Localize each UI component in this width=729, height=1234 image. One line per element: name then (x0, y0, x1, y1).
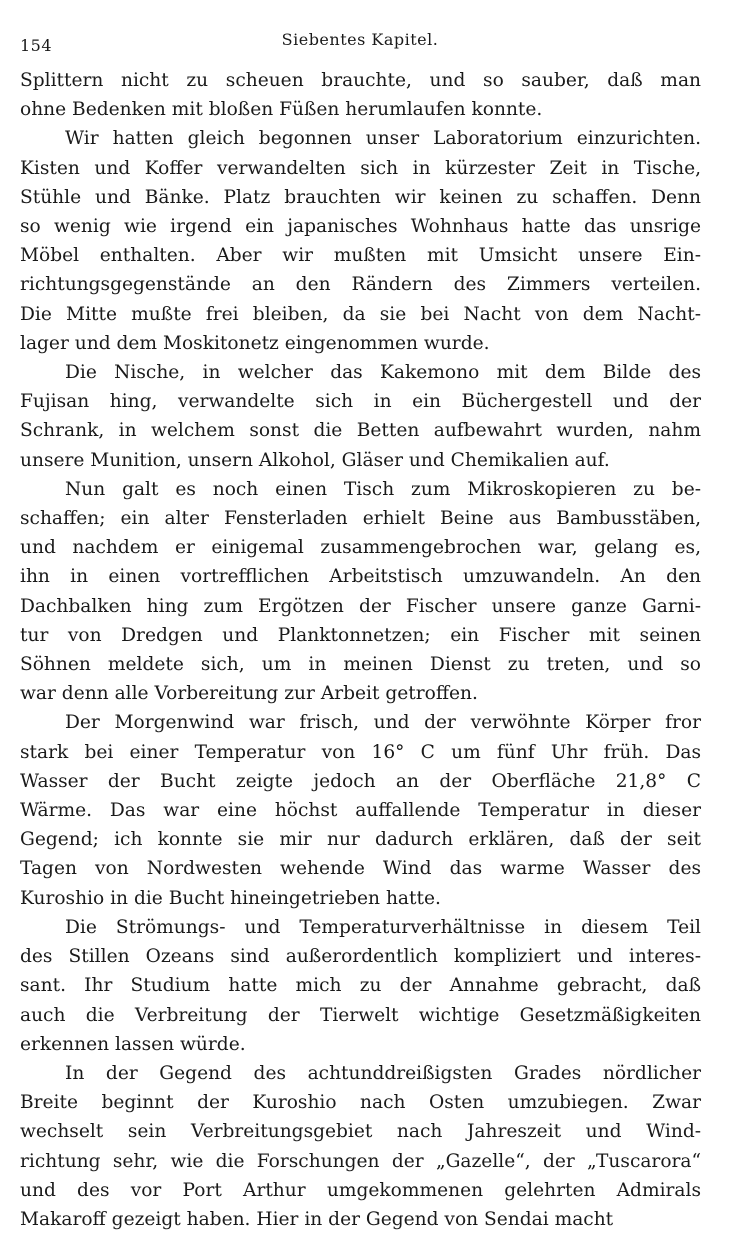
text-line: Möbel enthalten. Aber wir mußten mit Umsicht unsere Ein- (20, 245, 701, 267)
page-number: 154 (20, 36, 53, 55)
paragraph (20, 1059, 701, 1234)
text-line: Splittern nicht zu scheuen brauchte, und so sauber, daß man (20, 70, 701, 91)
paragraph (20, 358, 701, 475)
running-head: Siebentes Kapitel. (281, 30, 439, 49)
text-line: Der Morgenwind war frisch, und der verwöhnte Körper fror (65, 712, 701, 734)
text-line: wechselt sein Verbreitungsgebiet nach Jahreszeit und Wind- (20, 1121, 701, 1143)
page-header (20, 30, 700, 54)
text-line: unsere Munition, unsern Alkohol, Gläser und Chemikalien auf. (20, 449, 610, 471)
text-line: Wir hatten gleich begonnen unser Laboratorium einzurichten. (65, 128, 701, 150)
text-line: so wenig wie irgend ein japanisches Wohnhaus hatte das unsrige (20, 216, 701, 238)
text-line: ohne Bedenken mit bloßen Füßen herumlaufen konnte. (20, 99, 543, 121)
paragraph (20, 124, 701, 358)
text-line: richtung sehr, wie die Forschungen der „Gazelle“, der „Tuscarora“ (20, 1150, 701, 1172)
text-line: Tagen von Nordwesten wehende Wind das warme Wasser des (20, 858, 701, 880)
text-line: erkennen lassen würde. (20, 1033, 246, 1055)
text-line: Stühle und Bänke. Platz brauchten wir keinen zu schaffen. Denn (20, 186, 701, 208)
text-line: war denn alle Vorbereitung zur Arbeit getroffen. (20, 683, 478, 705)
text-line: Gegend; ich konnte sie mir nur dadurch erklären, daß der seit (20, 829, 701, 851)
text-line: Breite beginnt der Kuroshio nach Osten umzubiegen. Zwar (20, 1092, 701, 1114)
text-line: Kuroshio in die Bucht hineingetrieben hatte. (20, 887, 441, 909)
text-line: Makaroff gezeigt haben. Hier in der Gegend von Sendai macht (20, 1208, 614, 1230)
text-line: des Stillen Ozeans sind außerordentlich kompliziert und interes- (20, 946, 701, 968)
text-line: In der Gegend des achtunddreißigsten Grades nördlicher (65, 1062, 701, 1084)
text-line: Wasser der Bucht zeigte jedoch an der Oberfläche 21,8° C (20, 770, 701, 792)
text-line: und nachdem er einigemal zusammengebrochen war, gelang es, (20, 537, 701, 559)
text-line: ihn in einen vortrefflichen Arbeitstisch umzuwandeln. An den (20, 566, 701, 588)
text-line: schaffen; ein alter Fensterladen erhielt Beine aus Bambusstäben, (20, 508, 701, 530)
text-line: Die Strömungs- und Temperaturverhältnisse in diesem Teil (65, 916, 701, 938)
text-line: Kisten und Koffer verwandelten sich in kürzester Zeit in Tische, (20, 157, 701, 179)
text-line: tur von Dredgen und Planktonnetzen; ein Fischer mit seinen (20, 624, 701, 646)
paragraph (20, 66, 701, 124)
text-line: auch die Verbreitung der Tierwelt wichtige Gesetzmäßigkeiten (20, 1004, 701, 1026)
text-line: Die Nische, in welcher das Kakemono mit dem Bilde des (65, 362, 701, 384)
text-line: Söhnen meldete sich, um in meinen Dienst zu treten, und so (20, 654, 701, 676)
text-line: lager und dem Moskitonetz eingenommen wurde. (20, 332, 490, 354)
text-line: richtungsgegenstände an den Rändern des Zimmers verteilen. (20, 274, 701, 296)
text-line: sant. Ihr Studium hatte mich zu der Annahme gebracht, daß (20, 975, 701, 997)
text-line: Dachbalken hing zum Ergötzen der Fischer unsere ganze Garni- (20, 595, 701, 617)
text-line: Die Mitte mußte frei bleiben, da sie bei Nacht von dem Nacht- (20, 303, 701, 325)
text-line: und des vor Port Arthur umgekommenen gelehrten Admirals (20, 1179, 701, 1201)
paragraph (20, 475, 701, 709)
text-line: Schrank, in welchem sonst die Betten aufbewahrt wurden, nahm (20, 420, 701, 442)
text-line: Fujisan hing, verwandelte sich in ein Büchergestell und der (20, 391, 701, 413)
text-line: Wärme. Das war eine höchst auffallende Temperatur in dieser (20, 800, 701, 822)
text-line: stark bei einer Temperatur von 16° C um fünf Uhr früh. Das (20, 741, 701, 763)
paragraph (20, 708, 701, 912)
paragraph (20, 913, 701, 1059)
body-text (20, 66, 701, 1234)
text-line: Nun galt es noch einen Tisch zum Mikroskopieren zu be- (65, 478, 701, 500)
